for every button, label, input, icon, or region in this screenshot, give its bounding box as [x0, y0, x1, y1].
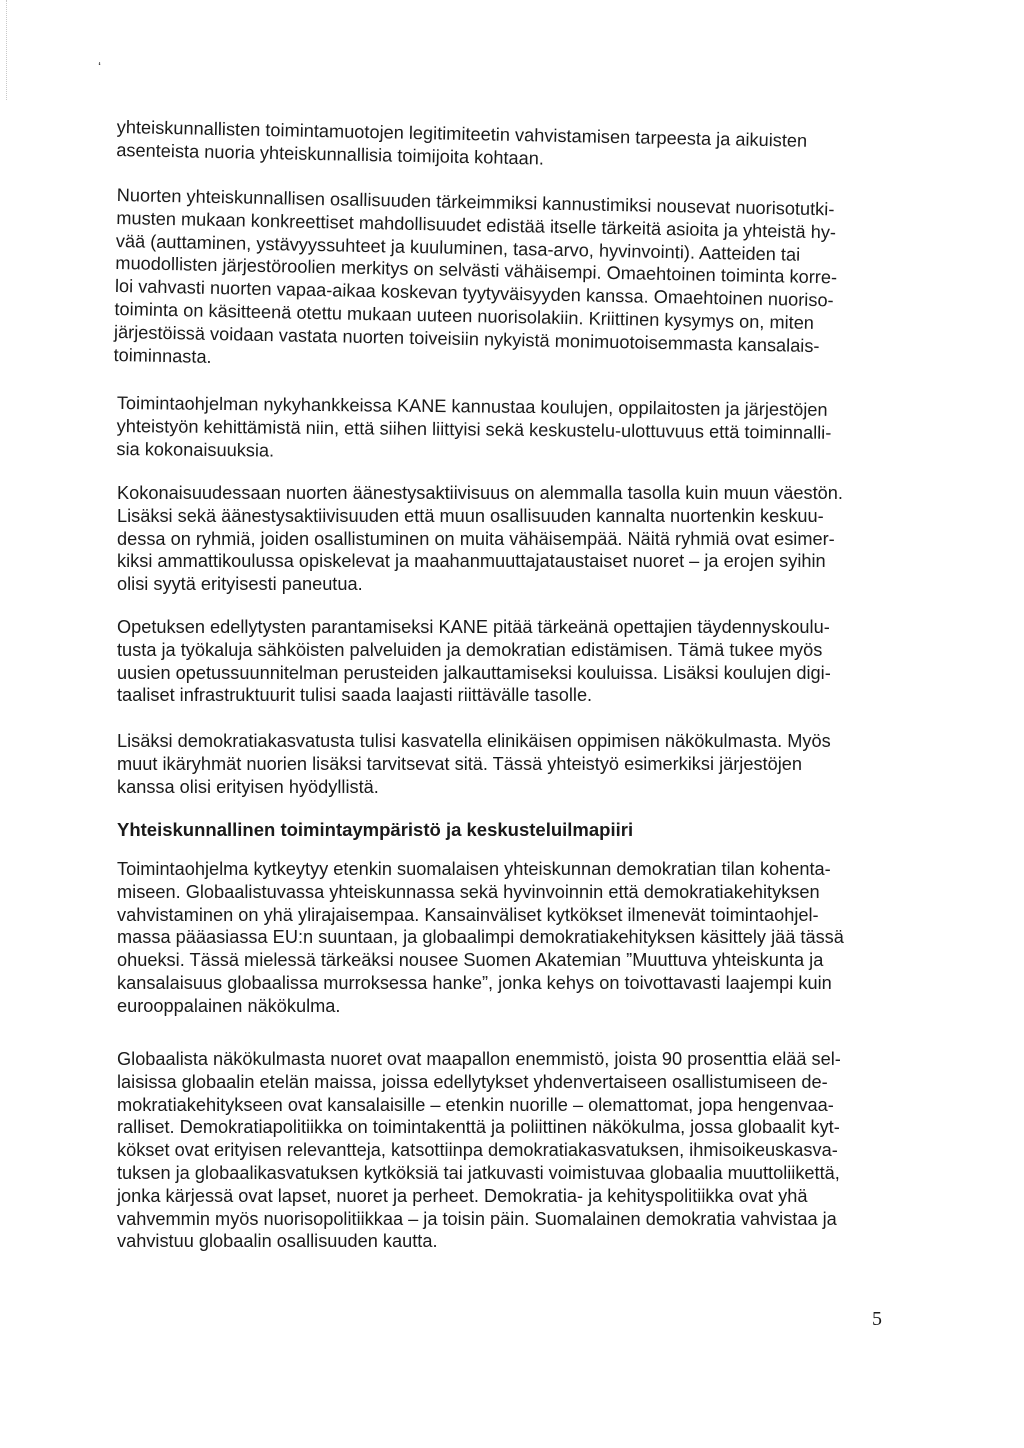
paragraph-2: Nuorten yhteiskunnallisen osallisuuden tärkeimmiksi kannustimiksi nousevat nuorisotutki- musten mukaan konkreettiset mahdollisuudet edistää itselle tärkeitä asioita ja yhteistä hy- vää (auttaminen, ystävyyssuhteet ja kuuluminen, tasa-arvo, hyvinvointi). Aatteiden tai muodollisten järjestöroolien merkitys on selvästi vähäisempi. Omaehtoinen toiminta korre- loi vahvasti nuorten vapaa-aikaa koskevan tyytyväisyyden kanssa. Omaehtoinen nuoriso- toiminta on käsitteenä otettu mukaan uuteen nuorisolakiin. Kriittinen kysymys on, miten järjestöissä voidaan vastata nuorten toiveisiin nykyistä monimuotoisemmasta kansalais- toiminnasta. — [113, 184, 838, 367]
paragraph-7: Toimintaohjelma kytkeytyy etenkin suomalaisen yhteiskunnan demokratian tilan kohenta- miseen. Globaalistuvassa yhteiskunnassa sekä hyvinvoinnin että demokratiakehityksen vahvistaminen on yhä ylirajaisempaa. Kansainväliset kytkökset ilmenevät toimintaohjel- massa pääasiassa EU:n suuntaan, ja globaalimpi demokratiakehityksen käsittely jää tässä ohueksi. Tässä mielessä tärkeäksi nousee Suomen Akatemian ”Muuttuva yhteiskunta ja kansalaisuus globaalissa murroksessa hanke”, jonka kehys on toivottavasti laajempi kuin eurooppalainen näkökulma. — [117, 859, 844, 1016]
section-heading: Yhteiskunnallinen toimintaympäristö ja keskusteluilmapiiri — [117, 819, 634, 840]
paragraph-5: Opetuksen edellytysten parantamiseksi KANE pitää tärkeänä opettajien täydennyskoulu- tusta ja työkaluja sähköisten palveluiden ja demokratian edistämisen. Tämä tukee myös uusien opetussuunnitelman perusteiden jalkauttamiseksi kouluissa. Lisäksi koulujen digi- taaliset infrastruktuurit tulisi saada laajasti riittävälle tasolle. — [117, 617, 831, 706]
scan-speck: ʻ — [98, 59, 102, 75]
paragraph-1: yhteiskunnallisten toimintamuotojen legitimiteetin vahvistamisen tarpeesta ja aikuisten asenteista nuoria yhteiskunnallisia toimijoita kohtaan. — [116, 116, 808, 169]
page-number: 5 — [872, 1308, 882, 1330]
paragraph-6: Lisäksi demokratiakasvatusta tulisi kasvatella elinikäisen oppimisen näkökulmasta. Myös muut ikäryhmät nuorien lisäksi tarvitsevat sitä. Tässä yhteistyö esimerkiksi järjestöjen kanssa olisi erityisen hyödyllistä. — [117, 731, 831, 797]
paragraph-4: Kokonaisuudessaan nuorten äänestysaktiivisuus on alemmalla tasolla kuin muun väestön. Lisäksi sekä äänestysaktiivisuuden että muun osallisuuden kannalta nuortenkin keskuu- dessa on ryhmiä, joiden osallistuminen on muita vähäisempää. Näitä ryhmiä ovat esimer- kiksi ammattikoulussa opiskelevat ja maahanmuuttajataustaiset nuoret – ja erojen syihin olisi syytä erityisesti paneutua. — [117, 483, 843, 595]
paragraph-3: Toimintaohjelman nykyhankkeissa KANE kannustaa koulujen, oppilaitosten ja järjestöjen yhteistyön kehittämistä niin, että siihen liittyisi sekä keskustelu-ulottuvuus että toiminnalli- sia kokonaisuuksia. — [116, 392, 832, 461]
paragraph-8: Globaalista näkökulmasta nuoret ovat maapallon enemmistö, joista 90 prosenttia elää sel- laisissa globaalin etelän maissa, joissa edellytykset yhdenvertaiseen osallistumiseen de- mokratiakehitykseen ovat kansalaisille – etenkin nuorille – olemattomat, jopa hengenvaa- ralliset. Demokratiapolitiikka on toimintakenttä ja poliittinen näkökulma, jossa globaalit kyt- kökset ovat erityisen relevantteja, katsottiinpa demokratiakasvatuksen, ihmisoikeuskasva- tuksen ja globaalikasvatuksen kytköksiä tai jatkuvasti voimistuvaa globaalia muuttoliikettä, jonka kärjessä ovat lapset, nuoret ja perheet. Demokratia- ja kehityspolitiikka ovat yhä vahvemmin myös nuorisopolitiikkaa – ja toisin päin. Suomalainen demokratia vahvistaa ja vahvistuu globaalin osallisuuden kautta. — [117, 1049, 841, 1252]
scan-edge-mark — [6, 0, 7, 100]
